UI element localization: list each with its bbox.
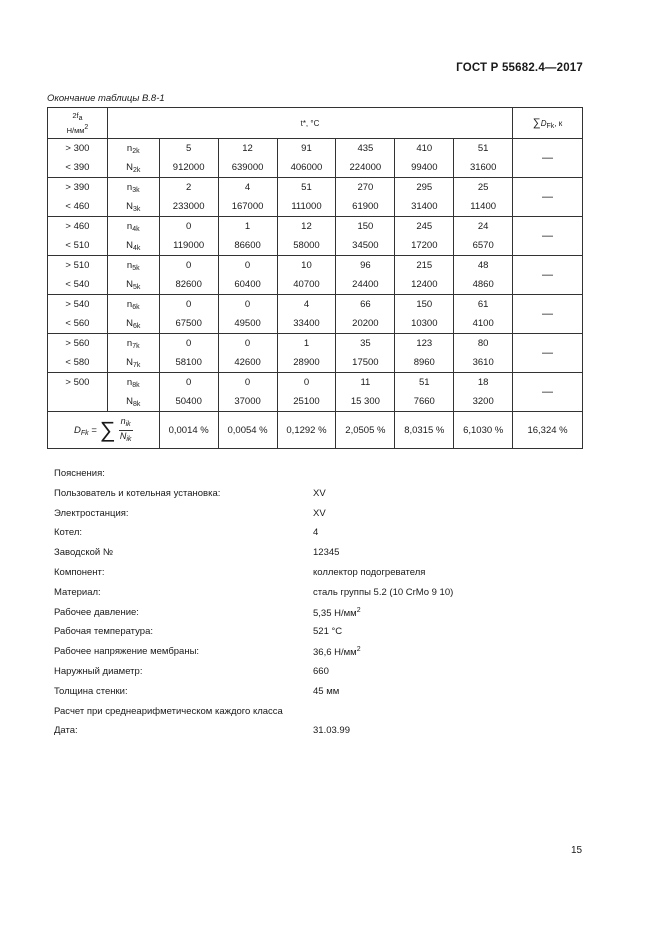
cycle-symbol-cell: $n_{2k}$ — [107, 139, 159, 159]
value-cell: 8960 — [395, 353, 454, 373]
note-label: Рабочее напряжение мембраны: — [54, 646, 200, 658]
value-cell: 17500 — [336, 353, 395, 373]
table-row — [48, 295, 583, 315]
value-cell: 86600 — [218, 236, 277, 256]
sum-cell: — — [513, 217, 583, 256]
table-row — [48, 334, 583, 354]
stress-range-cell: > 500 — [48, 373, 108, 393]
value-cell: 35 — [336, 334, 395, 354]
note-value: 36,6 $Н/мм^2$ — [313, 646, 361, 659]
note-label: Электростанция: — [54, 507, 129, 519]
table-row — [48, 178, 583, 198]
value-cell: 0 — [159, 295, 218, 315]
value-cell: 91 — [277, 139, 336, 159]
note-row — [54, 567, 594, 587]
value-cell: 2 — [159, 178, 218, 198]
damage-value-cell: 8,0315 % — [395, 412, 454, 449]
note-row — [54, 547, 594, 567]
value-cell: 0 — [277, 373, 336, 393]
value-cell: 48 — [454, 256, 513, 276]
note-row — [54, 508, 594, 528]
value-cell: 34500 — [336, 236, 395, 256]
sum-cell: — — [513, 373, 583, 412]
cycle-symbol-cell: $n_{3k}$ — [107, 178, 159, 198]
table-row — [48, 256, 583, 276]
value-cell: 295 — [395, 178, 454, 198]
damage-total-cell: 16,324 % — [513, 412, 583, 449]
stress-range-cell: < 540 — [48, 275, 108, 295]
damage-value-cell: 6,1030 % — [454, 412, 513, 449]
damage-formula-cell: $D_{Fk}$ = ∑ $\frac{n_{ik}}{N_{ik}}$ — [48, 412, 160, 449]
value-cell: 12 — [277, 217, 336, 237]
note-row — [54, 626, 594, 646]
note-label: Котел: — [54, 527, 83, 539]
note-label: Дата: — [54, 725, 78, 737]
table-row — [48, 158, 583, 178]
note-value: 660 — [313, 665, 329, 677]
value-cell: 31600 — [454, 158, 513, 178]
value-cell: 435 — [336, 139, 395, 159]
value-cell: 15 300 — [336, 392, 395, 412]
value-cell: 37000 — [218, 392, 277, 412]
table-row — [48, 275, 583, 295]
note-label: Рабочее давление: — [54, 606, 139, 618]
value-cell: 11 — [336, 373, 395, 393]
value-cell: 4 — [218, 178, 277, 198]
value-cell: 3200 — [454, 392, 513, 412]
stress-range-cell: < 390 — [48, 158, 108, 178]
value-cell: 224000 — [336, 158, 395, 178]
note-label: Толщина стенки: — [54, 685, 128, 697]
value-cell: 49500 — [218, 314, 277, 334]
cycle-symbol-cell: $n_{8k}$ — [107, 373, 159, 393]
value-cell: 58100 — [159, 353, 218, 373]
table-row — [48, 236, 583, 256]
table-caption: Окончание таблицы В.8-1 — [47, 93, 165, 104]
cycle-symbol-cell: $N_{5k}$ — [107, 275, 159, 295]
value-cell: 406000 — [277, 158, 336, 178]
note-value: 31.03.99 — [313, 725, 350, 737]
note-value: 4 — [313, 527, 319, 539]
value-cell: 60400 — [218, 275, 277, 295]
value-cell: 5 — [159, 139, 218, 159]
note-value: XV — [313, 507, 326, 519]
header-stress-cell: 2fa Н/мм2 — [48, 108, 108, 139]
note-row — [54, 725, 594, 745]
value-cell: 10300 — [395, 314, 454, 334]
cycle-symbol-cell: $N_{4k}$ — [107, 236, 159, 256]
damage-row — [48, 412, 583, 449]
value-cell: 119000 — [159, 236, 218, 256]
note-label: Компонент: — [54, 566, 105, 578]
damage-value-cell: 2,0505 % — [336, 412, 395, 449]
note-label: Пользователь и котельная установка: — [54, 487, 221, 499]
note-row — [54, 607, 594, 627]
value-cell: 82600 — [159, 275, 218, 295]
note-value: 5,35 $Н/мм^2$ — [313, 606, 361, 619]
cycle-symbol-cell: $N_{7k}$ — [107, 353, 159, 373]
sum-cell: — — [513, 178, 583, 217]
page-number: 15 — [571, 845, 583, 856]
stress-range-cell: < 460 — [48, 197, 108, 217]
table-row — [48, 139, 583, 159]
note-label: Заводской № — [54, 547, 114, 559]
value-cell: 270 — [336, 178, 395, 198]
table-row — [48, 197, 583, 217]
value-cell: 167000 — [218, 197, 277, 217]
value-cell: 12 — [218, 139, 277, 159]
table-row — [48, 373, 583, 393]
damage-value-cell: 0,0014 % — [159, 412, 218, 449]
value-cell: 10 — [277, 256, 336, 276]
value-cell: 233000 — [159, 197, 218, 217]
value-cell: 28900 — [277, 353, 336, 373]
stress-range-cell — [48, 392, 108, 412]
note-label: Рабочая температура: — [54, 626, 153, 638]
value-cell: 1 — [218, 217, 277, 237]
stress-range-cell: > 390 — [48, 178, 108, 198]
value-cell: 17200 — [395, 236, 454, 256]
note-row — [54, 706, 594, 726]
value-cell: 12400 — [395, 275, 454, 295]
cycle-symbol-cell: $n_{5k}$ — [107, 256, 159, 276]
cycle-symbol-cell: $N_{6k}$ — [107, 314, 159, 334]
sum-cell: — — [513, 256, 583, 295]
note-value: XV — [313, 487, 326, 499]
stress-range-cell: > 540 — [48, 295, 108, 315]
value-cell: 4 — [277, 295, 336, 315]
value-cell: 25100 — [277, 392, 336, 412]
value-cell: 25 — [454, 178, 513, 198]
value-cell: 24 — [454, 217, 513, 237]
value-cell: 245 — [395, 217, 454, 237]
notes-title: Пояснения: — [54, 468, 105, 479]
value-cell: 51 — [395, 373, 454, 393]
value-cell: 410 — [395, 139, 454, 159]
value-cell: 7660 — [395, 392, 454, 412]
value-cell: 50400 — [159, 392, 218, 412]
value-cell: 111000 — [277, 197, 336, 217]
value-cell: 215 — [395, 256, 454, 276]
cycle-symbol-cell: $n_{4k}$ — [107, 217, 159, 237]
value-cell: 1 — [277, 334, 336, 354]
value-cell: 67500 — [159, 314, 218, 334]
value-cell: 61900 — [336, 197, 395, 217]
value-cell: 639000 — [218, 158, 277, 178]
value-cell: 0 — [159, 373, 218, 393]
cycle-symbol-cell: $n_{6k}$ — [107, 295, 159, 315]
stress-range-cell: < 510 — [48, 236, 108, 256]
document-code: ГОСТ Р 55682.4—2017 — [456, 62, 583, 74]
value-cell: 0 — [218, 295, 277, 315]
value-cell: 4860 — [454, 275, 513, 295]
table-row — [48, 392, 583, 412]
value-cell: 33400 — [277, 314, 336, 334]
stress-range-cell: > 510 — [48, 256, 108, 276]
note-row — [54, 527, 594, 547]
note-row — [54, 666, 594, 686]
header-temperature-cell: t*, °C — [107, 108, 512, 139]
table-row — [48, 217, 583, 237]
value-cell: 912000 — [159, 158, 218, 178]
value-cell: 96 — [336, 256, 395, 276]
value-cell: 0 — [159, 334, 218, 354]
sum-cell: — — [513, 334, 583, 373]
sum-cell: — — [513, 295, 583, 334]
value-cell: 6570 — [454, 236, 513, 256]
data-table — [47, 107, 583, 449]
value-cell: 51 — [277, 178, 336, 198]
damage-value-cell: 0,1292 % — [277, 412, 336, 449]
value-cell: 123 — [395, 334, 454, 354]
value-cell: 42600 — [218, 353, 277, 373]
cycle-symbol-cell: $N_{8k}$ — [107, 392, 159, 412]
table-row — [48, 314, 583, 334]
value-cell: 3610 — [454, 353, 513, 373]
damage-value-cell: 0,0054 % — [218, 412, 277, 449]
note-value: 521 °С — [313, 626, 343, 638]
cycle-symbol-cell: $N_{2k}$ — [107, 158, 159, 178]
note-value: коллектор подогревателя — [313, 566, 426, 578]
stress-range-cell: > 300 — [48, 139, 108, 159]
note-value: сталь группы 5.2 (10 CrMo 9 10) — [313, 586, 454, 598]
note-row — [54, 686, 594, 706]
value-cell: 150 — [395, 295, 454, 315]
stress-range-cell: < 580 — [48, 353, 108, 373]
note-row — [54, 646, 594, 666]
value-cell: 150 — [336, 217, 395, 237]
value-cell: 99400 — [395, 158, 454, 178]
header-sum-cell: ∑DFk, к — [513, 108, 583, 139]
note-row — [54, 488, 594, 508]
sum-cell: — — [513, 139, 583, 178]
table-header-row — [48, 108, 583, 139]
table-row — [48, 353, 583, 373]
notes-section — [54, 468, 594, 745]
value-cell: 58000 — [277, 236, 336, 256]
value-cell: 18 — [454, 373, 513, 393]
value-cell: 24400 — [336, 275, 395, 295]
value-cell: 4100 — [454, 314, 513, 334]
note-label: Расчет при среднеарифметическом каждого класса — [54, 705, 283, 717]
value-cell: 51 — [454, 139, 513, 159]
value-cell: 40700 — [277, 275, 336, 295]
value-cell: 0 — [218, 256, 277, 276]
value-cell: 0 — [218, 373, 277, 393]
value-cell: 0 — [159, 256, 218, 276]
value-cell: 31400 — [395, 197, 454, 217]
note-value: 12345 — [313, 547, 340, 559]
value-cell: 66 — [336, 295, 395, 315]
value-cell: 0 — [218, 334, 277, 354]
note-value: 45 мм — [313, 685, 340, 697]
cycle-symbol-cell: $n_{7k}$ — [107, 334, 159, 354]
note-row — [54, 587, 594, 607]
value-cell: 0 — [159, 217, 218, 237]
stress-range-cell: < 560 — [48, 314, 108, 334]
stress-range-cell: > 460 — [48, 217, 108, 237]
stress-range-cell: > 560 — [48, 334, 108, 354]
cycle-symbol-cell: $N_{3k}$ — [107, 197, 159, 217]
value-cell: 11400 — [454, 197, 513, 217]
value-cell: 61 — [454, 295, 513, 315]
note-label: Материал: — [54, 586, 101, 598]
value-cell: 20200 — [336, 314, 395, 334]
note-label: Наружный диаметр: — [54, 665, 143, 677]
value-cell: 80 — [454, 334, 513, 354]
